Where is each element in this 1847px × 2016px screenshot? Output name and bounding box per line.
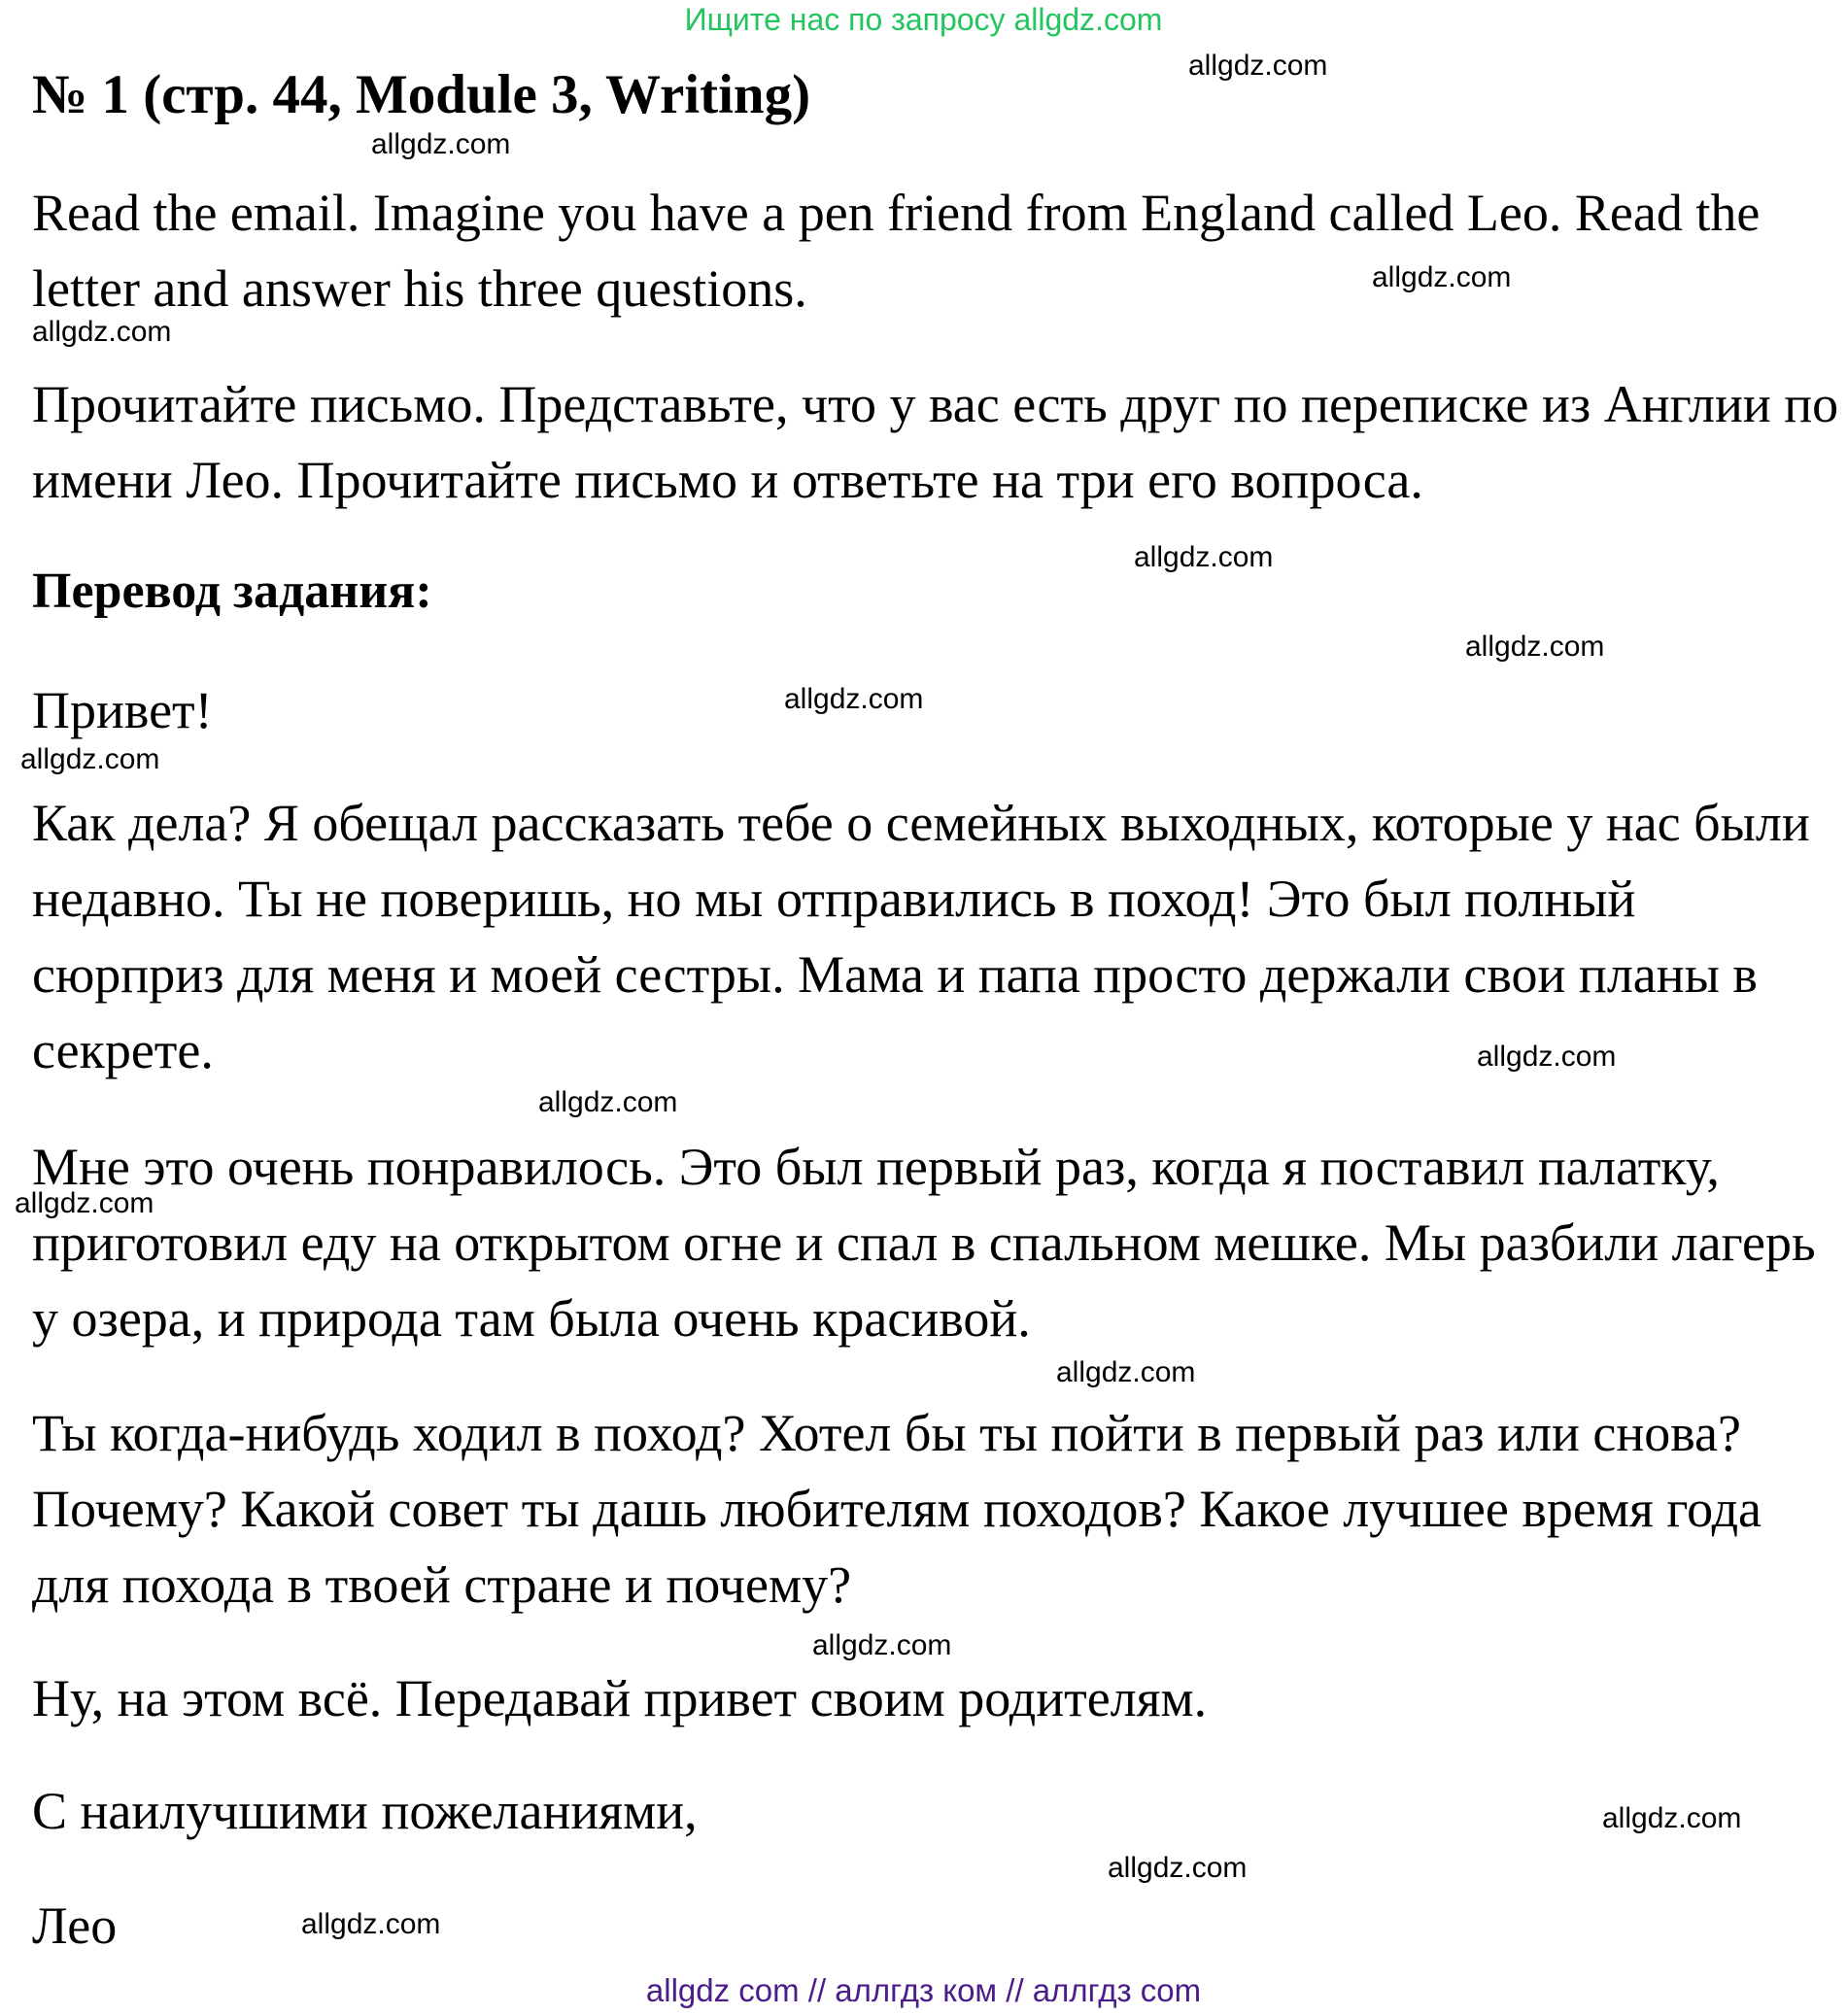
instruction-russian: Прочитайте письмо. Представьте, что у вас есть друг по переписке из Англии по имени Лео. Прочитайте письмо и ответьте на три его вопроса.: [32, 375, 1839, 509]
watermark: allgdz.com: [1372, 261, 1512, 293]
watermark: allgdz.com: [812, 1629, 952, 1661]
watermark: allgdz.com: [32, 316, 172, 348]
watermark: allgdz.com: [1602, 1802, 1742, 1834]
letter-paragraph-3: Ты когда-нибудь ходил в поход? Хотел бы ты пойти в первый раз или снова? Почему? Какой совет ты дашь любителям походов? Какое лучшее время года для похода в твоей стране и почему?: [32, 1404, 1762, 1614]
letter-paragraph-2: Мне это очень понравилось. Это был первый раз, когда я поставил палатку, приготовил еду на открытом огне и спал в спальном мешке. Мы разбили лагерь у озера, и природа там была очень красивой.: [32, 1138, 1816, 1348]
watermark: allgdz.com: [1477, 1041, 1617, 1073]
footer-watermark: allgdz com // аллгдз ком // аллгдз com: [645, 1972, 1202, 2008]
letter-paragraph-1: Как дела? Я обещал рассказать тебе о семейных выходных, которые у нас были недавно. Ты не поверишь, но мы отправились в поход! Это был полный сюрприз для меня и моей сестры. Мама и папа просто держали свои планы в секрете.: [32, 794, 1810, 1079]
top-banner: Ищите нас по запросу allgdz.com: [684, 2, 1163, 37]
watermark: allgdz.com: [1108, 1852, 1248, 1884]
translation-heading: Перевод задания:: [32, 564, 432, 619]
watermark: allgdz.com: [1134, 541, 1274, 573]
watermark: allgdz.com: [1465, 631, 1605, 663]
watermark: allgdz.com: [301, 1908, 441, 1940]
letter-signature: Лео: [32, 1896, 118, 1955]
letter-paragraph-4: Ну, на этом всё. Передавай привет своим родителям.: [32, 1669, 1208, 1727]
watermark: allgdz.com: [1188, 50, 1328, 82]
watermark: allgdz.com: [371, 128, 511, 160]
watermark: allgdz.com: [20, 743, 160, 775]
page-title: № 1 (стр. 44, Module 3, Writing): [32, 64, 811, 125]
watermark: allgdz.com: [15, 1187, 154, 1219]
instruction-english: Read the email. Imagine you have a pen friend from England called Leo. Read the letter and answer his three questions.: [32, 184, 1761, 318]
letter-closing: С наилучшими пожеланиями,: [32, 1782, 698, 1840]
letter-greeting: Привет!: [32, 681, 213, 739]
watermark: allgdz.com: [1056, 1356, 1196, 1388]
watermark: allgdz.com: [784, 683, 924, 715]
watermark: allgdz.com: [538, 1086, 678, 1118]
